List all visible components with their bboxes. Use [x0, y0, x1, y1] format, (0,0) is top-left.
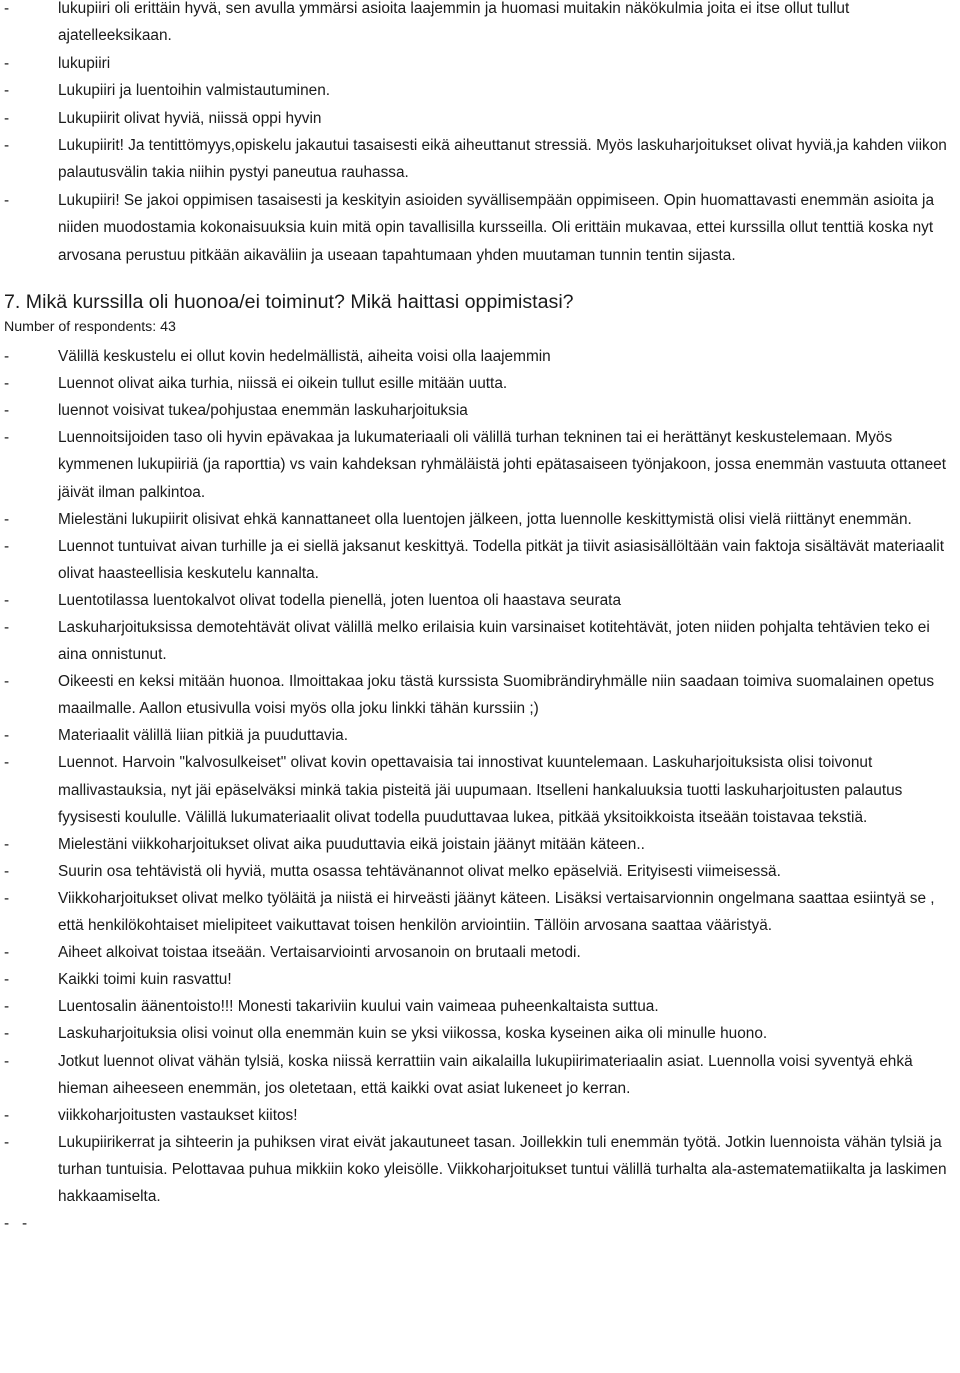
list-item [4, 77, 960, 104]
list-item [4, 939, 960, 966]
answer-text: Lukupiirit olivat hyviä, niissä oppi hyvin [58, 109, 322, 127]
bullet-dash: - [4, 889, 10, 907]
bullet-dash: - [4, 1025, 10, 1043]
answer-text: Luentosalin äänentoisto!!! Monesti takariviin kuului vain vaimeaa puheenkaltaista suttua. [58, 998, 659, 1016]
list-item [4, 424, 960, 505]
list-item [4, 858, 960, 885]
bullet-dash: - [4, 727, 10, 745]
bullet-dash: - [4, 54, 10, 72]
answer-list [4, 343, 960, 1237]
bullet-dash: - [4, 754, 10, 772]
bullet-dash: - [4, 944, 10, 962]
bullet-dash: - [4, 673, 10, 691]
bullet-dash: - [4, 0, 10, 17]
bullet-dash: - [4, 862, 10, 880]
bullet-dash: - [4, 998, 10, 1016]
answer-text: Luennot. Harvoin "kalvosulkeiset" olivat kovin opettavaisia tai innostivat kuuntelemaan. Laskuharjoituksista olisi toivonut mallivastauksia, nyt jäi epäselväksi minkä takia pisteitä jäi uupumaan. Itselleni hankaluuksia tuotti laskuharjoitusten palautus fyysisesti koululle. Välillä lukumateriaalit olivat todella puuduttavaa lukea, pitkää yksitoikkoista itseään toistavaa tekstiä. [58, 754, 903, 826]
answer-text: Laskuharjoituksia olisi voinut olla enemmän kuin se yksi viikossa, koska kyseinen aika oli minulle huono. [58, 1025, 768, 1043]
respondent-count: Number of respondents: 43 [4, 319, 176, 336]
answer-text: Välillä keskustelu ei ollut kovin hedelmällistä, aiheita voisi olla laajemmin [58, 348, 551, 366]
answer-text: Suurin osa tehtävistä oli hyviä, mutta osassa tehtävänannot olivat melko epäselviä. Erityisesti viimeisessä. [58, 862, 781, 880]
list-item [4, 966, 960, 993]
answer-text: Kaikki toimi kuin rasvattu! [58, 971, 232, 989]
answer-text: Mielestäni lukupiirit olisivat ehkä kannattaneet olla luentojen jälkeen, jotta luennolle keskittymistä olisi vielä riittänyt enemmän. [58, 510, 912, 528]
list-item [4, 1102, 960, 1129]
list-item [4, 132, 960, 187]
answer-text: Mielestäni viikkoharjoitukset olivat aika puuduttavia eikä joistain jäänyt mitään käteen.. [58, 835, 645, 853]
list-item [4, 885, 960, 939]
previous-answer-list [4, 0, 960, 269]
bullet-dash: - [4, 109, 10, 127]
bullet-dash: - [4, 1052, 10, 1070]
list-item [4, 722, 960, 749]
list-item [4, 343, 960, 370]
list-item [4, 105, 960, 132]
list-item [4, 749, 960, 830]
bullet-dash: - [4, 402, 10, 420]
bullet-dash: - [4, 619, 10, 636]
bullet-dash: - [4, 537, 10, 555]
list-item [4, 0, 960, 50]
answer-text: Luennot olivat aika turhia, niissä ei oikein tullut esille mitään uutta. [58, 375, 508, 393]
answer-text: lukupiiri [58, 54, 111, 72]
list-item [4, 506, 960, 533]
list-item [4, 587, 960, 614]
list-item [4, 397, 960, 424]
list-item [4, 668, 960, 722]
bullet-dash: - [4, 191, 10, 209]
bullet-dash: - [4, 835, 10, 853]
answer-text: Luennoitsijoiden taso oli hyvin epävakaa ja lukumateriaali oli välillä turhan tekninen tai ei herättänyt keskustelemaan. Myös kymmenen lukupiiriä (ja raporttia) vs vain kahdeksan ryhmäläistä johti epätasaiseen työnjakoon, jossa enemmän vastuuta ottaneet jäivät ilman palkintoa. [58, 429, 947, 501]
list-item [4, 1048, 960, 1102]
bullet-dash: - [4, 429, 10, 447]
bullet-dash: - [4, 1106, 10, 1124]
answer-text: Lukupiirikerrat ja sihteerin ja puhiksen virat eivät jakautuneet tasan. Joillekkin tuli enemmän työtä. Jotkin luennoista vähän tylsiä ja turhan tuntuisia. Pelottavaa puhua mikkiin koko yleisölle. Viikkoharjoitukset tuntui välillä turhalta ala-astematematiikalta ja laskimen hakkaamiselta. [58, 1133, 947, 1205]
list-item [4, 1129, 960, 1210]
answer-text: Lukupiiri! Se jakoi oppimisen tasaisesti ja keskityin asioiden syvällisempään oppimiseen. Opin huomattavasti enemmän asioita ja niiden muodostamia kokonaisuuksia kuin mitä opin tavallisilla kursseilla. Oli erittäin mukavaa, ettei kurssilla ollut tenttiä koska nyt arvosana perustuu pitkään aikaväliin ja useaan tapahtumaan yhden muutaman tunnin tentin sijasta. [58, 191, 935, 264]
trailing-dashes: - - [4, 1215, 28, 1233]
list-item [4, 50, 960, 77]
answer-text: Jotkut luennot olivat vähän tylsiä, koska niissä kerrattiin vain aikalailla lukupiirimateriaalin asiat. Luennolla voisi syventyä ehkä hieman aiheeseen enemmän, jos oletetaan, että kaikki ovat asiat lukeneet jo kerran. [58, 1052, 913, 1097]
answer-text: Materiaalit välillä liian pitkiä ja puuduttavia. [58, 727, 349, 745]
bullet-dash: - [4, 1133, 10, 1151]
list-item [4, 187, 960, 269]
question-heading: 7. Mikä kurssilla oli huonoa/ei toiminut? Mikä haittasi oppimistasi? [4, 291, 574, 314]
answer-text: lukupiiri oli erittäin hyvä, sen avulla ymmärsi asioita laajemmin ja huomasi muitakin näkökulmia joita ei itse ollut tullut ajatelleeksikaan. [58, 0, 850, 45]
bullet-dash: - [4, 137, 10, 155]
answer-text: Laskuharjoituksissa demotehtävät olivat välillä melko erilaisia kuin varsinaiset kotitehtävät, joten niiden pohjalta tehtävien teko ei aina onnistunut. [58, 619, 930, 664]
list-item [4, 831, 960, 858]
answer-text: viikkoharjoitusten vastaukset kiitos! [58, 1106, 298, 1124]
list-item [4, 1020, 960, 1047]
bullet-dash: - [4, 375, 10, 393]
bullet-dash: - [4, 971, 10, 989]
bullet-dash: - [4, 348, 10, 366]
bullet-dash: - [4, 591, 10, 609]
list-item [4, 614, 960, 668]
answer-text: Lukupiirit! Ja tentittömyys,opiskelu jakautui tasaisesti eikä aiheuttanut stressiä. Myös laskuharjoitukset olivat hyviä,ja kahden viikon palautusvälin takia niihin pystyi paneutua rauhassa. [58, 137, 947, 182]
answer-text: luennot voisivat tukea/pohjustaa enemmän laskuharjoituksia [58, 402, 468, 420]
answer-text: Luennot tuntuivat aivan turhille ja ei siellä jaksanut keskittyä. Todella pitkät ja tiivit asiasisällöltään vain faktoja sisältävät materiaalit olivat haasteellisia keskutelu kannalta. [58, 537, 945, 582]
list-item [4, 370, 960, 397]
bullet-dash: - [4, 82, 10, 100]
answer-text: Aiheet alkoivat toistaa itseään. Vertaisarviointi arvosanoin on brutaali metodi. [58, 944, 581, 962]
answer-text: Lukupiiri ja luentoihin valmistautuminen. [58, 82, 331, 100]
bullet-dash: - [4, 510, 10, 528]
answer-text: Luentotilassa luentokalvot olivat todella pienellä, joten luentoa oli haastava seurata [58, 591, 621, 609]
answer-text: Viikkoharjoitukset olivat melko työläitä ja niistä ei hirveästi jäänyt käteen. Lisäksi vertaisarvionnin ongelmana saattaa esiintyä se , että henkilökohtaiset mielipiteet vaikuttavat toisen henkilön arviointiin. Tällöin arvosana saattaa vääristyä. [58, 889, 935, 935]
list-item [4, 993, 960, 1020]
answer-text: Oikeesti en keksi mitään huonoa. Ilmoittakaa joku tästä kurssista Suomibrändiryhmälle niin saadaan toimiva suomalainen opetus maailmalle. Aallon etusivulla voisi myös olla joku linkki tähän kurssiin ;) [58, 673, 935, 718]
list-item-trailing [4, 1210, 960, 1237]
list-item [4, 533, 960, 587]
